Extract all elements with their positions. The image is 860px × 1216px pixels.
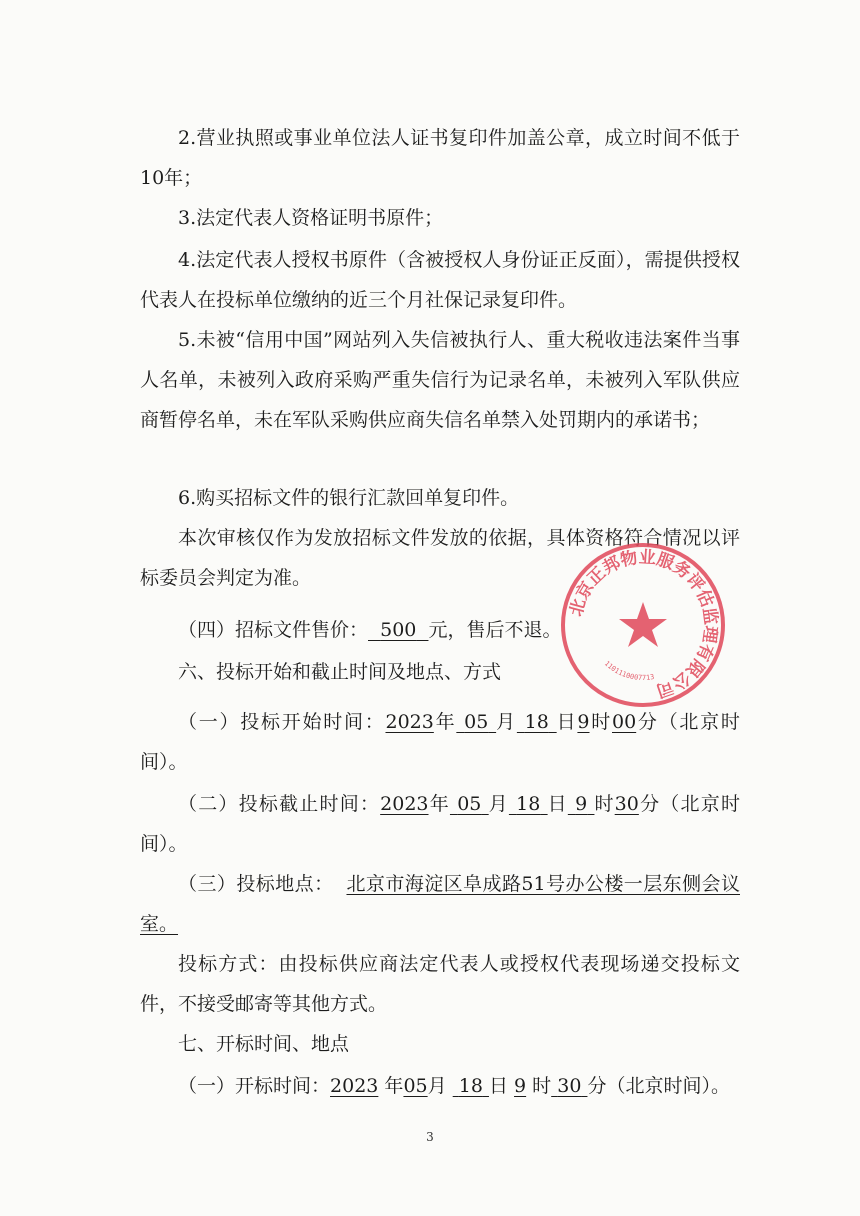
bid-end-time: （二）投标截止时间：2023年 05 月 18 日 9 时30分（北京时间）。	[140, 793, 740, 855]
price-suffix: 元，售后不退。	[428, 619, 562, 641]
list-item: 5.未被“信用中国”网站列入失信被执行人、重大税收违法案件当事人名单，未被列入政府采购严重失信行为记录名单，未被列入军队供应商暂停名单，未在军队采购供应商失信名单禁入处罚期内的承诺书；	[140, 329, 740, 431]
bid-start-time: （一）投标开始时间：2023年 05 月 18 日9时00分（北京时间）。	[140, 711, 740, 773]
list-item: 6.购买招标文件的银行汇款回单复印件。	[178, 487, 520, 509]
list-item: 4.法定代表人授权书原件（含被授权人身份证正反面），需提供授权代表人在投标单位缴纳的近三个月社保记录复印件。	[140, 249, 740, 311]
bid-place-value: 北京市海淀区阜成路51号办公楼一层东侧会议室。	[140, 873, 740, 935]
seal-text: 北京正邦物业服务评估监理有限公司	[566, 547, 721, 701]
section-7-title: 七、开标时间、地点	[178, 1033, 350, 1055]
note-paragraph: 本次审核仅作为发放招标文件发放的依据，具体资格符合情况以评标委员会判定为准。	[140, 527, 740, 589]
list-item: 2.营业执照或事业单位法人证书复印件加盖公章，成立时间不低于10年；	[140, 127, 740, 189]
section-6-title: 六、投标开始和截止时间及地点、方式	[178, 661, 502, 683]
price-value: 500	[380, 619, 417, 641]
opening-time: （一）开标时间：2023 年05月 18 日 9 时 30 分（北京时间）。	[178, 1075, 730, 1097]
seal-code: 1101110007713	[602, 659, 655, 683]
company-seal	[558, 540, 728, 710]
bid-place: （三）投标地点： 北京市海淀区阜成路51号办公楼一层东侧会议室。	[140, 873, 740, 935]
page-number: 3	[426, 1130, 434, 1144]
price-label: （四）招标文件售价：	[178, 619, 369, 641]
list-item: 3.法定代表人资格证明书原件；	[178, 207, 444, 229]
seal-star-icon	[619, 602, 667, 647]
bid-method: 投标方式：由投标供应商法定代表人或授权代表现场递交投标文件，不接受邮寄等其他方式。	[140, 953, 740, 1015]
